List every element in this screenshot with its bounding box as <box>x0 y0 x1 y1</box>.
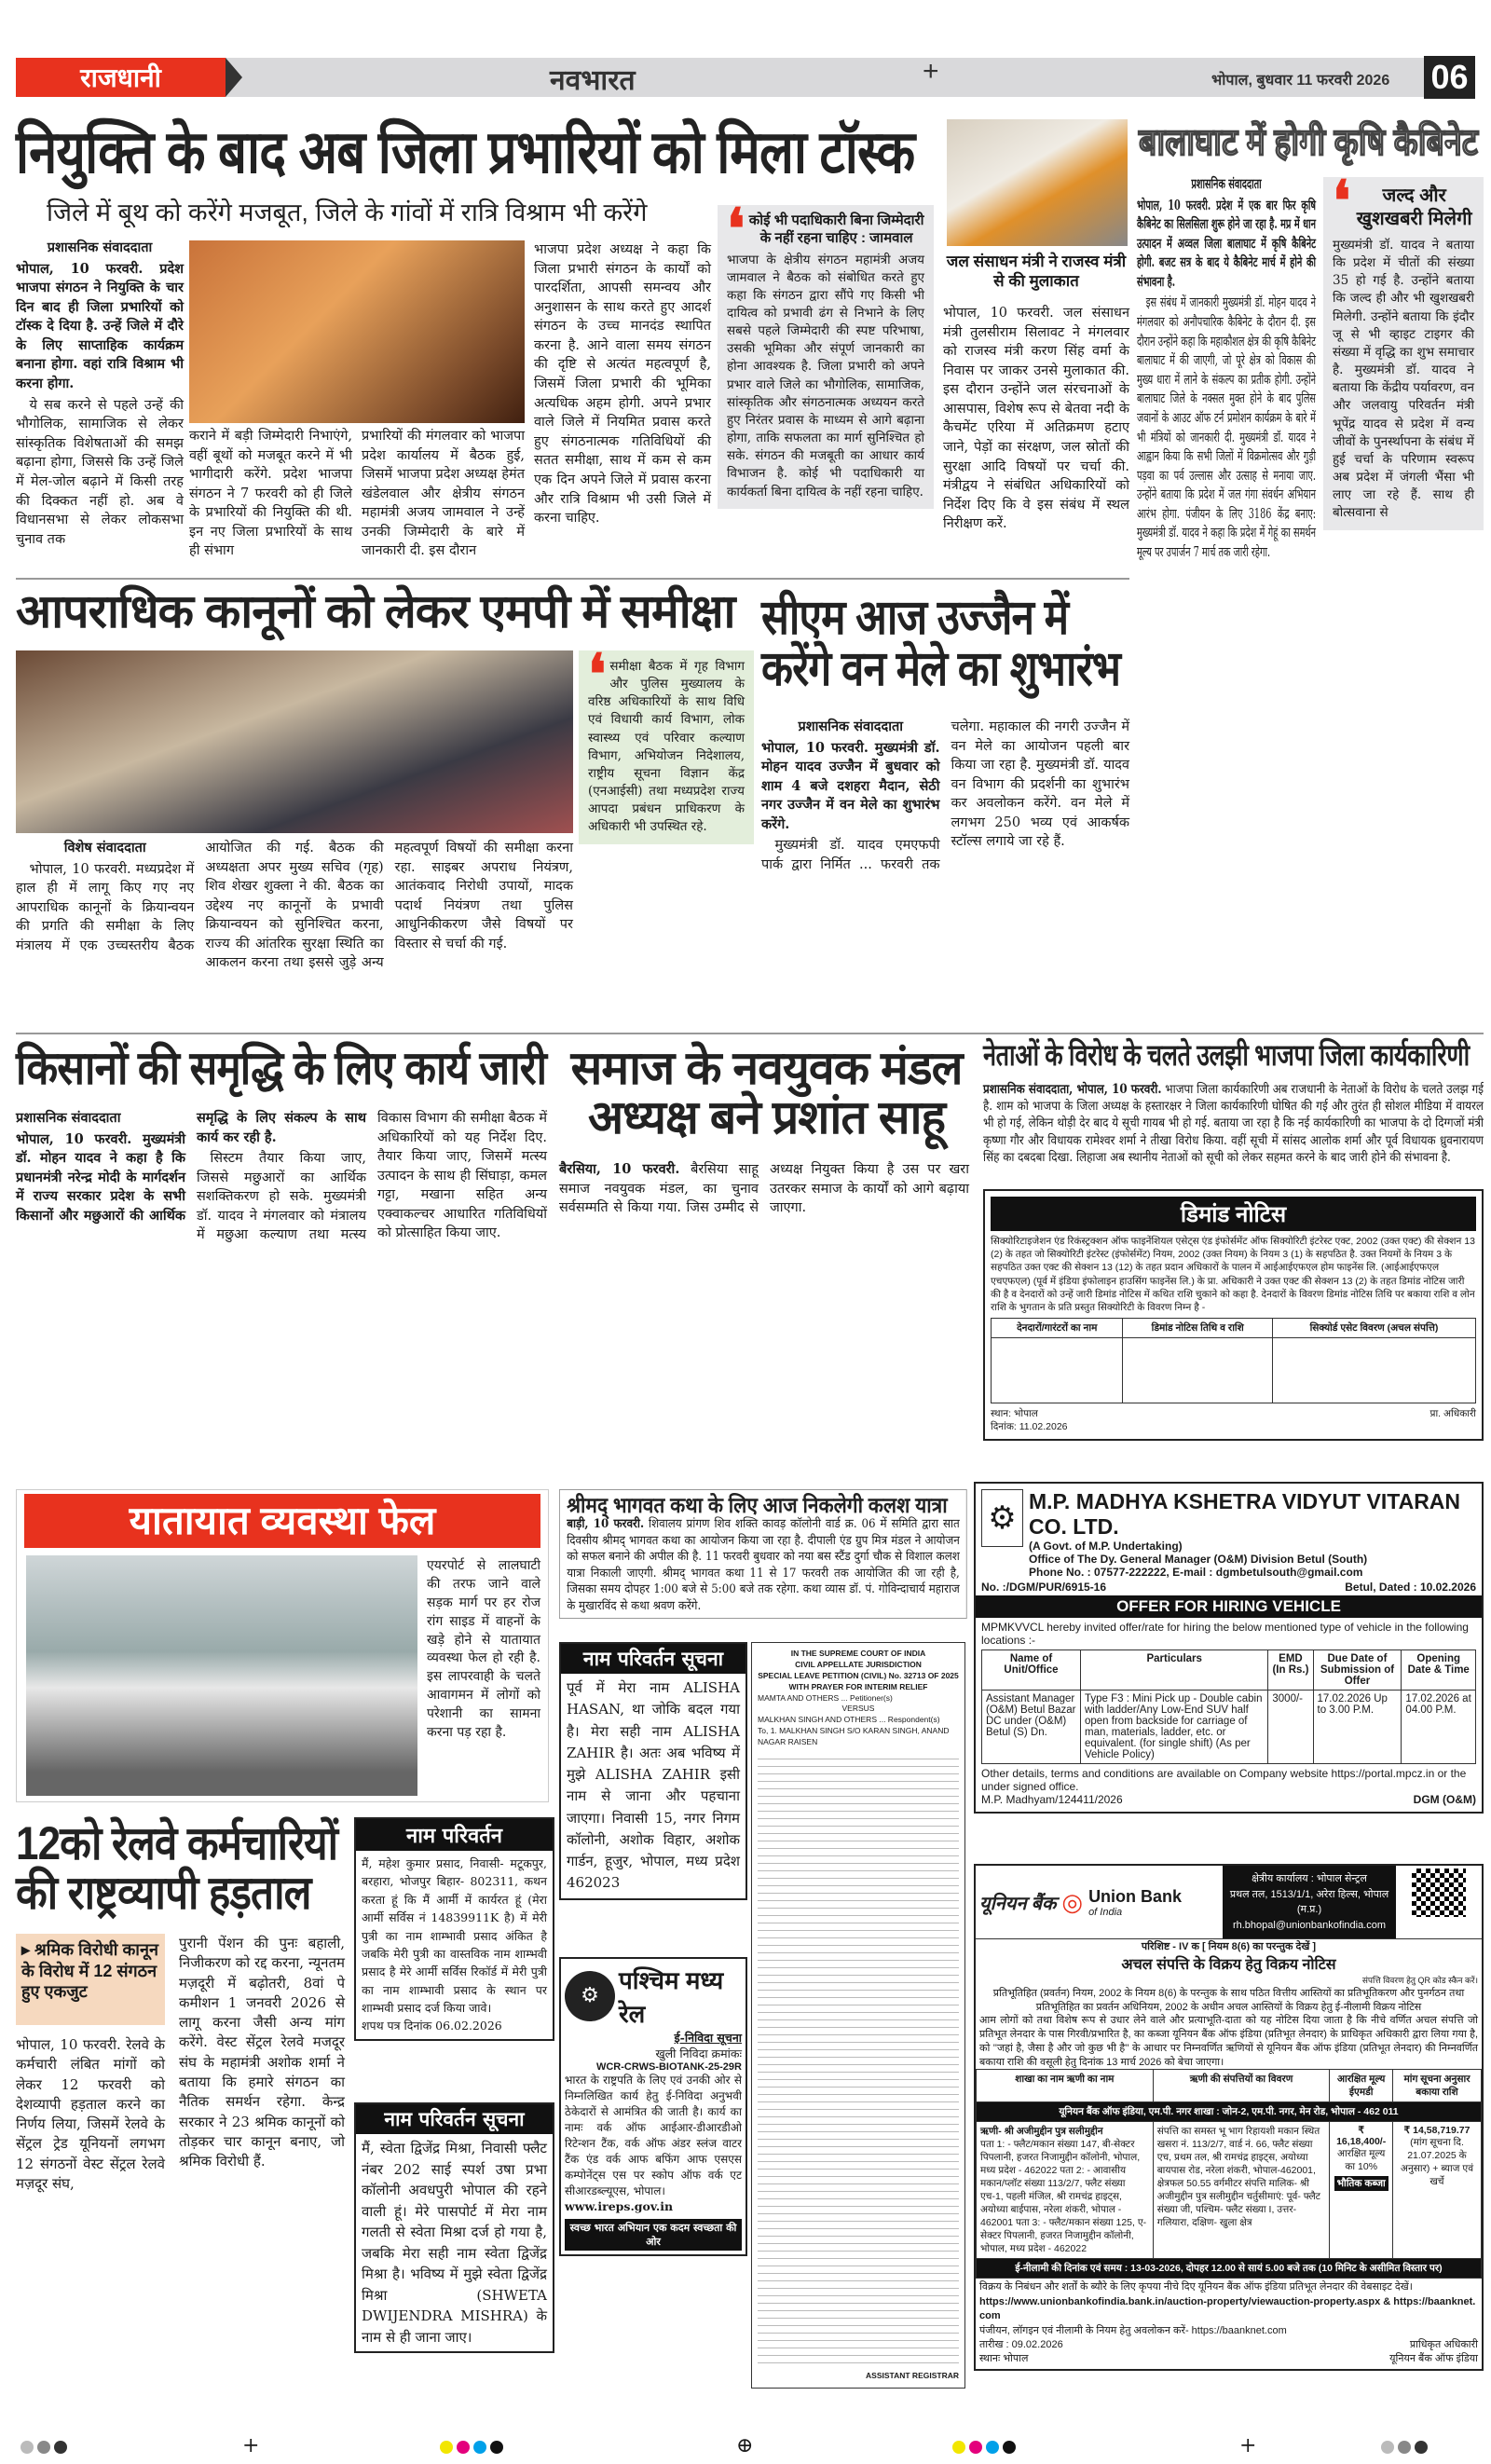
registration-mark-icon: + <box>242 2434 260 2457</box>
ad-title: नाम परिवर्तन <box>356 1819 553 1851</box>
supreme-court-notice <box>751 1642 965 2389</box>
story8-lead: प्रशासनिक संवाददाता, भोपाल, 10 फरवरी. <box>983 1082 1162 1097</box>
ad-intro: आम लोगों को तथा विशेष रूप से उधार लेने वाले और प्रत्याभूति-दाता को यह नोटिस दिया जाता है कि नीचे वर्णित अचल संपत्ति जो प्रतिभूत लेनदार के पास गिरवी/प्रभारित है, का कब्जा यूनियन बैंक ऑफ इंडिया (प्रतिभूत लेनदार) के प्राधिकृत अधिकारी द्वारा लिया गया है, को ''जहां है, जैसा है और जो कुछ भी है'' के आधार पर निम्नवर्णित ऋणियों से यूनियन बैंक ऑफ इंडिया (प्रतिभूत लेनदार) की निम्नवर्णित बकाया राशि की वसूली हेतु दिनांक 13 मार्च 2026 को बेचा जाएगा। <box>979 2015 1478 2068</box>
ad-intro: सिक्योरिटाइजेशन एंड रिकंस्ट्रक्शन ऑफ फाइनेंशियल एसेट्स एंड इंफोर्समेंट ऑफ सिक्योरिटी इंटरेस्ट एक्ट, 2002 (उक्त एक्ट) की सेक्शन 13 (2) के तहत जो सिक्योरिटी इंटरेस्ट (इंफोर्समेंट) नियम, 2002 (उक्त नियम) के नियम 3 (1) के सहपठित है. उक्त नियमों के नियम 3 के सहपठित उक्त एक्ट की सेक्शन 13 (12) के तहत प्रदान अधिकारों के पालन में आईआईएफएल होम फाइनेंस लि. (आईआईएफएल एचएफएल) (पूर्व में इंडिया इंफोलाइन हाउसिंग फाइनेंस लि.) के प्रा. अधिकारी ने उक्त एक्ट की सेक्शन 13 (2) के तहत डिमांड नोटिस जारी की है व देनदारों को उन्हें जारी डिमांड नोटिस में कथित राशि चुकाने को कहा है. देनदारों के विवरण डिमांड नोटिस तिथि पर बकाया राशि व लोन राशि के भुगतान के प्रति प्रस्तुत सिक्योरिटी के विवरण निम्न है - <box>991 1236 1475 1313</box>
story7-lead: बैरसिया, 10 फरवरी. <box>559 1161 680 1177</box>
website-link[interactable]: www.ireps.gov.in <box>565 2199 674 2214</box>
story1-quote-box <box>718 198 934 509</box>
review-meeting-photo <box>16 650 573 833</box>
gear-logo-icon: ⚙ <box>981 1489 1023 1547</box>
table-cell: Type F3 : Mini Pick up - Double cabin with ladder/Any Low-End SUV half open from backside for carriage of man, materials, ladder, etc. or equivalent. (for single shift) (As per Vehicle Policy) <box>1081 1691 1268 1764</box>
rail-headline: 12को रेलवे कर्मचारियों की राष्ट्रव्यापी हड़ताल <box>16 1817 338 1919</box>
ad-footer: स्वच्छ भारत अभियान एक कदम स्वच्छता की ओर <box>565 2219 742 2251</box>
name-change-ad-3 <box>559 1642 747 1900</box>
ad-title: अचल संपत्ति के विक्रय हेतु विक्रय नोटिस <box>1121 1957 1336 1973</box>
sc-respondent: MALKHAN SINGH AND OTHERS ... Respondent(s) <box>758 1715 940 1725</box>
reserve-price: ₹ 16,18,400/- <box>1336 2125 1387 2148</box>
table-cell: 17.02.2026 at 04.00 P.M. <box>1402 1691 1476 1764</box>
story3-headline: बालाघाट में होगी कृषि कैबिनेट <box>1139 122 1478 163</box>
ref-number: No. :/DGM/PUR/6915-16 <box>981 1581 1107 1594</box>
story1-para: कराने में बड़ी जिम्मेदारी निभाएंगे, वहीं बूथों को मजबूत करने में भी भागीदारी करेंगे. प्रदेश भाजपा संगठन ने 7 फरवरी को ही जिले के प्रभारियों की नियुक्ति की थी. इन नए जिला प्रभारियों के साथ ही संभाग <box>189 429 352 559</box>
table-header: शाखा का नाम ऋणी का नाम <box>977 2070 1154 2102</box>
story8-body-wrap <box>983 1081 1484 1168</box>
appendix: परिशिष्ट - IV क [ नियम 8(6) का परन्तुक देखें ] <box>1141 1941 1317 1952</box>
story7-body: बैरसिया साहू समाज नवयुवक मंडल, का चुनाव सर्वसम्मति से किया गया. जिस उम्मीद से अध्यक्ष नियुक्त किया है उस पर खरा उतरकर समाज के कार्यों को आगे बढ़ाया जाएगा. <box>559 1162 969 1216</box>
traffic-photo <box>26 1555 417 1796</box>
color-dots-icon <box>951 2440 1018 2457</box>
due-note: (मांग सूचना दि. 21.07.2025 के अनुसार) + ब्याज एवं खर्चे <box>1400 2137 1474 2188</box>
bhagwat-box <box>559 1489 967 1619</box>
auction-date-row: ई-नीलामी की दिनांक एवं समय : 13-03-2026, दोपहर 12.00 से सायं 5.00 बजे तक (10 मिनिट के असीमित विस्तार पर) <box>977 2259 1482 2279</box>
page-number: 06 <box>1424 56 1475 99</box>
story2-headline: जल संसाधन मंत्री ने राजस्व मंत्री से की मुलाकात <box>946 253 1127 291</box>
story5-body-wrap <box>761 718 1129 875</box>
quote-body: समीक्षा बैठक में गृह विभाग और पुलिस मुख्यालय के वरिष्ठ अधिकारियों के साथ विधि एवं विधायी कार्य विभाग, लोक स्वास्थ्य एवं परिवार कल्याण विभाग, अभियोजन निदेशालय, राष्ट्रीय सूचना विज्ञान केंद्र (एनआईसी) तथा मध्यप्रदेश राज्य आपदा प्रबंधन प्राधिकरण के अधिकारी भी उपस्थित रहे. <box>588 659 745 835</box>
divider <box>16 578 1129 580</box>
company-name: M.P. MADHYA KSHETRA VIDYUT VITARAN CO. LTD. <box>1029 1489 1461 1539</box>
quote-icon: ❛ <box>1333 171 1351 232</box>
registration-mark-icon: + <box>1239 2434 1257 2457</box>
sc-addressee: To, 1. MALKHAN SINGH S/O KARAN SINGH, ANAND NAGAR RAISEN <box>758 1726 950 1747</box>
ad-date: Betul, Dated : 10.02.2026 <box>1345 1581 1476 1594</box>
qr-caption: संपत्ति विवरण हेतु QR कोड स्कैन करें। <box>1361 1976 1478 1985</box>
table-header: EMD (In Rs.) <box>1268 1650 1313 1691</box>
registration-mark-icon: ⊕ <box>736 2434 754 2457</box>
table-header: Particulars <box>1081 1650 1268 1691</box>
story8-headline: नेताओं के विरोध के चलते उलझी भाजपा जिला कार्यकारिणी <box>983 1038 1470 1072</box>
byline: प्रशासनिक संवाददाता <box>47 240 153 255</box>
sc-line: SPECIAL LEAVE PETITION (CIVIL) No. 32713 OF 2025 WITH PRAYER FOR INTERIM RELIEF <box>758 1670 959 1691</box>
tender-label: खुली निविदा क्रमांकः <box>655 2046 742 2060</box>
story4-body-wrap <box>16 839 573 973</box>
ad-intro: MPMKVVCL hereby invited offer/rate for hiring the below mentioned type of vehicle in the following locations :- <box>981 1621 1469 1647</box>
logo-hindi: यूनियन बैंक <box>979 1893 1057 1914</box>
arrow-icon: ▸ <box>21 1940 35 1959</box>
ad-date: तारीख : 09.02.2026 <box>979 2338 1063 2350</box>
ad-title: पश्चिम मध्य रेल <box>619 1966 724 2028</box>
print-registration-strip <box>0 2434 1491 2464</box>
union-bank-ad <box>974 1864 1484 2371</box>
due-amount: ₹ 14,58,719.77 <box>1403 2125 1470 2137</box>
table-header: आरक्षित मूल्य ईएमडी <box>1330 2070 1393 2102</box>
name-change-ad-2 <box>354 2102 554 2353</box>
story4-body: भोपाल, 10 फरवरी. मध्यप्रदेश में हाल ही में लागू किए गए नए आपराधिक कानूनों के क्रियान्वयन की प्रगति की समीक्षा के लिए मंत्रालय में एक उच्चस्तरीय बैठक आयोजित की गई. बैठक की अध्यक्षता अपर मुख्य सचिव (गृह) शिव शेखर शुक्ला ने की. बैठक का उद्देश्य नए कानूनों के प्रभावी क्रियान्वयन को सुनिश्चित करना, राज्य की आंतरिक सुरक्षा स्थिति का आकलन करना तथा इससे जुड़े अन्य महत्वपूर्ण विषयों की समीक्षा करना रहा. साइबर अपराध नियंत्रण, आतंकवाद निरोधी उपायों, मादक पदार्थ नियंत्रण तथा पुलिस आधुनिकीकरण जैसे विषयों पर विस्तार से चर्चा की गई. <box>16 841 573 971</box>
story7-body-wrap <box>559 1160 969 1219</box>
logo-english: Union Bank <box>1088 1886 1183 1906</box>
story7-headline: समाज के नवयुवक मंडल अध्यक्ष बने प्रशांत साहू <box>570 1042 963 1143</box>
email: rh.bhopal@unionbankofindia.com <box>1232 1919 1387 1931</box>
traffic-box <box>16 1489 549 1802</box>
borrower-address: पता 1: - फ्लैट/मकान संख्या 147, बी-सेक्टर पिपलानी, हजरत निजामुद्दीन कॉलोनी, भोपाल, मध्य प्रदेश - 462022 पता 2: - आवासीय मकान/प्लॉट संख्या 113/2/7, फ्लैट संख्या एच-1, पहली मंजिल, श्री रामचंद्र हाइट्स, अयोध्या बाईपास, नरेला शंकरी, भोपाल - 462001 पता 3: - फ्लैट/मकान संख्या 125, ए-सेक्टर पिपलानी, हजरत निजामुद्दीन कॉलोनी, भोपाल, मध्य प्रदेश - 462022 <box>980 2139 1147 2255</box>
quote-title: जल्द और खुशखबरी मिलेगी <box>1356 185 1472 229</box>
fine-print <box>758 1752 959 2367</box>
story8-body: भाजपा जिला कार्यकारिणी अब राजधानी के नेताओं के विरोध के चलते उलझ गई है. शाम को भाजपा के जिला अध्यक्ष के हस्तारक्षर ने जिला कार्यकारिणी घोषित की गई और तुरंत ही सोशल मीडिया में वायरल भी हो गई, लेकिन थोड़ी देर बाद ये सूची गायब भी हो गई. बताया जा रहा है कि नई कार्यकारिणी का भाजपा के दो दिग्गजों मंत्री कृष्णा गौर और विधायक रामेश्वर शर्मा ने तीखा विरोध किया. वहीं सूची में सांसद आलोक शर्मा और पूर्व विधायक ध्रुवनारायण सिंह का दबदबा दिखा. लिहाजा अब स्थानीय नेताओं को सूची को लेकर सहमत करने के बाद जारी होने की संभावना है. <box>983 1082 1484 1165</box>
story6-body: सिस्टम तैयार किया जाए, जिससे मछुआरों का आर्थिक सशक्तिकरण हो सके. मुख्यमंत्री डॉ. यादव ने मंगलवार को मंत्रालय में मछुआ कल्याण तथा मत्स्य विकास विभाग की समीक्षा बैठक में अधिकारियों को यह निर्देश दिए. तैयार किया जाए, जिसमें मत्स्य उत्पादन के साथ ही सिंघाड़ा, कमल गट्टा, मखाना सहित अन्य एक्वाकल्चर आधारित गतिविधियों को प्रोत्साहित किया जाए. <box>197 1111 547 1243</box>
qr-code[interactable] <box>1412 1869 1466 1917</box>
traffic-title: यातायात व्यवस्था फेल <box>24 1494 540 1548</box>
table-header: Due Date of Submission of Offer <box>1313 1650 1402 1691</box>
sc-line: CIVIL APPELLATE JURISDICTION <box>795 1659 922 1669</box>
color-dots-icon <box>19 2440 69 2457</box>
story5-lead: भोपाल, 10 फरवरी. मुख्यमंत्री डॉ. मोहन यादव उज्जैन में बुधवार को शाम 4 बजे दशहरा मैदान, सेठी नगर उज्जैन में वन मेले का शुभारंभ करेंगे. <box>761 739 940 832</box>
ad-title: OFFER FOR HIRING VEHICLE <box>976 1595 1482 1618</box>
rail-body: पुरानी पेंशन की पुनः बहाली, निजीकरण को रद्द करना, न्यूनतम मज़दूरी में बढ़ोतरी, 8वां पे कमीशन 1 जनवरी 2026 से लागू करना जैसी अन्य मांग करेंगे. वेस्ट सेंट्रल रेलवे मजदूर संघ के महामंत्री अशोक शर्मा ने बताया कि हमारे संगठन का नैतिक समर्थन रहेगा. केन्द्र सरकार ने 23 श्रमिक कानूनों को तोड़कर चार कानून बनाए, जो श्रमिक विरोधी हैं. <box>179 1935 345 2170</box>
traffic-caption: एयरपोर्ट से लालघाटी की तरफ जाने वाले सड़क मार्ग पर हर रोज रांग साइड में वाहनों के खड़े होने से यातायात व्यवस्था फेल हो रही है. इस लापरवाही के चलते आवागमन में लोगों को परेशानी का सामना करना पड़ रहा है. <box>427 1558 540 1740</box>
story1-para: ये सब करने से पहले उन्हें की भौगोलिक, सामाजिक से लेकर सांस्कृतिक विशेषताओं की समझ बढ़ाना होगा, जिससे कि उन्हें जिले में मेल-जोल बढ़ाने में किसी तरह की दिक्कत नहीं हो. अब वे विधानसभा से लेकर लोकसभा चुनाव तक <box>16 397 184 547</box>
table-row <box>982 1691 1476 1764</box>
ad-body: मैं, महेश कुमार प्रसाद, निवासी- मटूकपुर, बरहारा, भोजपुर बिहार- 802311, कथन करता हूं कि मैं आर्मी में कार्यरत हूं (मेरा आर्मी सर्विस नं 14839911K है) में मेरी पुत्री का नाम शाम्भावी प्रसाद अंकित है जबकि मेरी पुत्री का वास्तविक नाम शाम्भवी प्रसाद है मेरे आर्मी सर्विस रिकॉर्ड में मेरी पुत्री का नाम शाम्भावी प्रसाद के स्थान पर शाम्भवी प्रसाद दर्ज किया जावे। <box>362 1856 547 2015</box>
table-cell: Assistant Manager (O&M) Betul Bazar DC under (O&M) Betul (S) Dn. <box>982 1691 1081 1764</box>
byline: प्रशासनिक संवाददाता <box>16 1110 121 1126</box>
story5-headline: सीएम आज उज्जैन में करेंगे वन मेले का शुभारंभ <box>761 591 1121 696</box>
union-bank-logo-icon: ◎ <box>1061 1887 1084 1916</box>
color-dots-icon <box>438 2440 505 2457</box>
table-header: देनदारों/गारंटरों का नाम <box>992 1319 1123 1338</box>
table-header: डिमांड नोटिस तिथि व राशि <box>1123 1319 1273 1338</box>
ad-title: नाम परिवर्तन सूचना <box>561 1644 746 1674</box>
ad-signatory: DGM (O&M) <box>1413 1793 1476 1806</box>
section-arrow-icon <box>226 58 242 97</box>
byline: विशेष संवाददाता <box>63 840 146 856</box>
table-header: Opening Date & Time <box>1402 1650 1476 1691</box>
ad-title: नाम परिवर्तन सूचना <box>356 2104 553 2134</box>
story6-body-wrap <box>16 1109 547 1245</box>
story3-col <box>1137 175 1316 565</box>
ad-title: डिमांड नोटिस <box>991 1197 1476 1231</box>
quote-icon: ❛ <box>727 198 746 260</box>
sc-petitioner: MAMTA AND OTHERS ... Petitioner(s) <box>758 1692 893 1703</box>
company-office: Office of The Dy. General Manager (O&M) Division Betul (South) <box>1029 1553 1368 1566</box>
bhagwat-body: शिवालय प्रांगण शिव शक्ति कावड़ कॉलोनी वार्ड क्र. 06 में समिति द्वारा सात दिवसीय श्रीमद् भागवत कथा का आयोजन किया जा रहा है. दीपाली एंड ग्रुप मित्र मंडल ने आयोजन को सफल बनाने की अपील की है. 11 फरवरी बुधवार को नया बस स्टैंड दुर्गा चौक से विशाल कलश यात्रा निकाली जाएगी. श्रीमद् भागवत कथा 11 से 17 फरवरी तक आयोजित की जा रही है, जिसका समय दोपहर 1:00 बजे से 5:00 बजे तक रहेगा. कथा व्यास डॉ. पं. गोविन्दाचार्य महाराज के मुखारविंद से कथा श्रवण करेंगे. <box>567 1517 960 1613</box>
ad-body: पूर्व में मेरा नाम ALISHA HASAN, था जोकि बदल गया है। मेरा सही नाम ALISHA ZAHIR है। अतः अब भविष्य में मुझे ALISHA ZAHIR इसी नाम से जाना और पहचाना जाएगा। निवासी 15, नगर निगम कॉलोनी, अशोक विहार, अशोक गार्डन, हूजुर, भोपाल, मध्य प्रदेश 462023 <box>567 1679 740 1892</box>
story4-headline: आपराधिक कानूनों को लेकर एमपी में समीक्षा <box>16 585 735 637</box>
emd: आरक्षित मूल्य का 10% <box>1337 2148 1386 2173</box>
tender-number: WCR-CRWS-BIOTANK-25-29R <box>595 2061 742 2073</box>
table-header: Name of Unit/Office <box>982 1650 1081 1691</box>
dateline: भोपाल, बुधवार 11 फरवरी 2026 <box>1211 73 1390 89</box>
story3-body: इस संबंध में जानकारी मुख्यमंत्री डॉ. मोहन यादव ने मंगलवार को अनौपचारिक कैबिनेट के दौरान दी. इस दौरान उन्होंने कहा कि महाकौशल क्षेत्र की कृषि कैबिनेट बालाघाट में की जाएगी, जो पूरे क्षेत्र को विकास की मुख्य धारा में लाने के संकल्प का प्रतीक होगी. उन्होंने बालाघाट जिले के नक्सल मुक्त होने के बाद पुलिस जवानों के आउट ऑफ टर्न प्रमोशन कार्यक्रम के बारे में भी मंत्रियों को जानकारी दी. मुख्यमंत्री डॉ. यादव ने आह्वान किया कि सभी जिलों में विक्रमोत्सव और गुड़ी पड़वा का पर्व उल्लास और उत्साह से मनाया जाए. उन्होंने बताया कि प्रदेश में जल गंगा संवर्धन अभियान आरंभ होगा. पंजीयन के लिए 3186 केंद्र बनाए: मुख्यमंत्री डॉ. यादव ने कहा कि प्रदेश में गेहूं का समर्थन मूल्य पर उपार्जन 7 मार्च तक जारी रहेगा. <box>1137 295 1316 560</box>
logo-sub: of India <box>1088 1906 1123 1918</box>
sc-signatory: ASSISTANT REGISTRAR <box>866 2371 959 2381</box>
quote-title: कोई भी पदाधिकारी बिना जिम्मेदारी के नहीं रहना चाहिए : जामवाल <box>748 212 924 246</box>
quote-body: मुख्यमंत्री डॉ. यादव ने बताया कि प्रदेश में चीतों की संख्या 35 हो गई है. उन्होंने बताया कि जल्द ही और भी खुशखबरी मिलेगी. उन्होंने बताया कि इंदौर जू से भी व्हाइट टाइगर की संख्या में वृद्धि का शुभ समाचार है. मुख्यमंत्री डॉ. यादव ने बताया कि केंद्रीय पर्यावरण, वन और जलवायु परिवर्तन मंत्री भूपेंद्र यादव से प्रदेश में वन्य जीवों के पुनर्स्थापना के संबंध में हुई चर्चा के परिणाम स्वरूप अब प्रदेश में जंगली भैंसा भी लाए जा रहे हैं. साथ ही बोत्सवाना से <box>1333 238 1474 521</box>
ad-signatory: प्रा. अधिकारी <box>1429 1408 1476 1420</box>
ministers-photo <box>947 119 1128 246</box>
table-row <box>977 2122 1482 2259</box>
company-contact: Phone No. : 07577-222222, E-mail : dgmbetulsouth@gmail.com <box>1029 1566 1363 1579</box>
ad-place: स्थानः भोपाल <box>979 2353 1029 2365</box>
bhagwat-lead: बाड़ी, 10 फरवरी. <box>567 1517 645 1532</box>
table-header: ऋणी की संपत्तियों का विवरण <box>1153 2070 1330 2102</box>
ad-signatory-org: यूनियन बैंक ऑफ इंडिया <box>1389 2353 1478 2365</box>
byline: प्रशासनिक संवाददाता <box>798 719 903 734</box>
madhyam-code: M.P. Madhyam/124411/2026 <box>981 1793 1123 1806</box>
story6-headline: किसानों की समृद्धि के लिए कार्य जारी <box>16 1042 547 1094</box>
kicker-text: श्रमिक विरोधी कानून के विरोध में 12 संगठन हुए एकजुट <box>21 1940 158 2001</box>
quote-body: भाजपा के क्षेत्रीय संगठन महामंत्री अजय जामवाल ने बैठक को संबोधित करते हुए कहा कि संगठन द्वारा सौंपे गए किसी भी दायित्व को प्रभावी ढंग से निभाने के लिए सबसे पहले जिम्मेदारी की स्पष्ट परिभाषा, उसकी भूमिका और संपूर्ण जानकारी का होना आवश्यक है. जिला प्रभारी को अपने प्रभार वाले जिले का भौगोलिक, सामाजिक, सांस्कृतिक और संगठनात्मक अध्ययन करते हुए निरंतर प्रवास के माध्यम से आगे बढ़ाना होगा, ताकि सफलता का मार्ग सुनिश्चित हो सके. संगठन की मजबूती का आधार कार्य विभाजन है. कोई भी पदाधिकारी या कार्यकर्ता बिना दायित्व के नहीं रहना चाहिए. <box>727 252 924 500</box>
table-header: सिक्योर्ड एसेट विवरण (अचल संपत्ति) <box>1272 1319 1475 1338</box>
story5-body: मुख्यमंत्री डॉ. यादव एमएफपी पार्क द्वारा निर्मित ... फरवरी तक चलेगा. महाकाल की नगरी उज्जैन में वन मेले का आयोजन पहली बार किया जा रहा है. मुख्यमंत्री डॉ. यादव वन विभाग की प्रदर्शनी का शुभारंभ कर अवलोकन करेंगे. वन मेले में लगभग 250 भव्य एवं आकर्षक स्टॉल्स लगाये जा रहे हैं. <box>761 719 1129 873</box>
branch-row: यूनियन बैंक ऑफ इंडिया, एम.पी. नगर शाखा : जोन-2, एम.पी. नगर, मेन रोड, भोपाल - 462 011 <box>977 2102 1482 2122</box>
story1-headline: नियुक्ति के बाद अब जिला प्रभारियों को मिला टॉस्क <box>16 118 915 185</box>
registration-link[interactable]: पंजीयन, लॉगइन एवं नीलामी के नियम हेतु अवलोकन करें- https://baanknet.com <box>979 2324 1287 2336</box>
story1-para: भाजपा प्रदेश अध्यक्ष ने कहा कि जिला प्रभारी संगठन के कार्यों को पारदर्शिता, आपसी समन्वय और अनुशासन के साथ करते हुए आदर्श संगठन के उच्च मानदंड स्थापित करना है. आने वाला समय संगठन की दृष्टि से अत्यंत महत्वपूर्ण है, जिसमें जिला प्रभारी की भूमिका अत्यधिक अहम होगी. अपने प्रभार वाले जिले में नियमित प्रवास करते हुए संगठनात्मक गतिविधियों की सतत समीक्षा, साथ में कम से कम एक दिन अपने जिले में प्रवास करना और रात्रि विश्राम भी उसी जिले में करना चाहिए. <box>534 242 711 527</box>
story3-lead: भोपाल, 10 फरवरी. प्रदेश में एक बार फिर कृषि कैबिनेट का सिलसिला शुरू होने जा रहा है. मप्र में धान उत्पादन में अव्वल जिला बालाघाट में कृषि कैबिनेट होगी. बजट सत्र के बाद ये कैबिनेट मार्च में होने की संभावना है. <box>1137 197 1316 290</box>
story2-body: भोपाल, 10 फरवरी. जल संसाधन मंत्री तुलसीराम सिलावट ने मंगलवार को राजस्व मंत्री करण सिंह वर्मा के निवास पर जाकर उनसे मुलाकात की. इस दौरान उन्होंने जल संरचनाओं के आसपास, विशेष रूप से बेतवा नदी के कैचमेंट एरिया में अतिक्रमण हटाए जाने, पेड़ों का संरक्षण, जल स्रोतों की सुरक्षा आदि विषयों पर चर्चा की. मंत्रीद्वय ने संबंधित अधिकारियों को निर्देश दिए कि वे इस संबंध में स्थल निरीक्षण करें. <box>943 306 1129 532</box>
divider <box>16 1033 1484 1034</box>
website-link[interactable]: https://www.unionbankofindia.bank.in/auction-property/viewauction-property.aspx & https://baanknet.com <box>979 2295 1476 2322</box>
indian-railways-logo-icon: ⚙ <box>565 1971 615 2021</box>
company-sub: (A Govt. of M.P. Undertaking) <box>1029 1540 1183 1553</box>
story1-photo <box>189 240 525 423</box>
ad-subtitle: ई-निविदा सूचना <box>674 2031 742 2045</box>
quote-icon: ❛ <box>588 644 607 705</box>
bhagwat-headline: श्रीमद् भागवत कथा के लिए आज निकलेगी कलश यात्रा <box>567 1493 948 1517</box>
ad-footer: Other details, terms and conditions are available on Company website https://portal.mpcz.in or the under signed office. <box>981 1767 1467 1793</box>
ad-date: दिनांक: 11.02.2026 <box>991 1421 1068 1433</box>
ad-place: स्थान: भोपाल <box>991 1408 1038 1420</box>
story3-quote-box <box>1323 171 1484 530</box>
story4-quote-box <box>579 644 754 844</box>
table-cell: 17.02.2026 Up to 3.00 P.M. <box>1313 1691 1402 1764</box>
ad-body: भारत के राष्ट्रपति के लिए एवं उनकी ओर से निम्नलिखित कार्य हेतु ई-निविदा अनुभवी ठेकेदारों से आमंत्रित की जाती है। कार्य का नामः वर्क ऑफ आईआर-डीआरडीओ रिटेन्शन टैंक, वर्क ऑफ अंडर स्लंज वाटर टैंक एंड वर्क आफ बफिंग आफ एसएस कम्पोनेंट्स एस पर स्कोप ऑफ वर्क एट सीआरडब्ल्यूएस, भोपाल। <box>565 2074 742 2198</box>
section-label: राजधानी <box>16 58 226 97</box>
name-change-ad-1 <box>354 1817 554 2041</box>
property-details: संपत्ति का समस्त भू भाग रिहायशी मकान स्थित खसरा नं. 113/2/7, वार्ड नं. 66, फ्लैट संख्या एच, प्रथम तल, श्री रामचंद्र हाइट्स, अयोध्या बायपास रोड, नरेला शंकरी, भोपाल-462001, क्षेत्रफल 50.55 वर्गमीटर संपत्ति मालिक- श्री अजीमुद्दीन पुत्र सलीमुद्दीन चर्तुसीमाएं: पूर्व- फ्लैट संख्या जी, पश्चिम- फ्लैट संख्या I, उत्तर- गलियारा, दक्षिण- खुला क्षेत्र <box>1153 2122 1330 2259</box>
office: क्षेत्रीय कार्यालय : भोपाल सेन्ट्रल <box>1252 1873 1367 1884</box>
vidyut-ad <box>974 1482 1484 1814</box>
borrower: ऋणी- श्री अजीमुद्दीन पुत्र सलीमुद्दीन <box>980 2126 1103 2138</box>
registration-mark-icon: + <box>923 56 939 87</box>
rail-lead: भोपाल, 10 फरवरी. रेलवे के कर्मचारी लंबित मांगों को लेकर 12 फरवरी को देशव्यापी हड़ताल करने का निर्णय लिया, जिसमें रेलवे के सेंट्रल ट्रेड यूनियनों लगभग 12 संगठनों वेस्ट सेंट्रल रेलवे मज़दूर संघ, <box>16 2036 165 2193</box>
story1-col1 <box>16 239 184 551</box>
ad-date: शपथ पत्र दिनांक 06.02.2026 <box>362 2019 502 2033</box>
ad-body: मैं, स्वेता द्विजेंद्र मिश्रा, निवासी फ्लैट नंबर 202 साई स्पर्श उषा प्रभा कॉलोनी अवधपुरी भोपाल की रहने वाली हूं। मेरे पासपोर्ट में मेरा नाम गलती से स्वेता मिश्रा दर्ज हो गया है, जबकि मेरा सही नाम स्वेता द्विजेंद्र मिश्रा है। भविष्य में मुझे स्वेता द्विजेंद्र मिश्रा (SHWETA DWIJENDRA MISHRA) के नाम से ही जाना जाए। <box>362 2140 547 2346</box>
address: प्रथल तल, 1513/1/1, अरेरा हिल्स, भोपाल (म.प्र.) <box>1229 1888 1389 1915</box>
demand-notice-ad <box>983 1189 1484 1441</box>
rail-kicker <box>16 1934 165 2025</box>
wcr-tender-ad <box>559 1957 747 2256</box>
story1-lead: भोपाल, 10 फरवरी. प्रदेश भाजपा संगठन ने नियुक्ति के चार दिन बाद ही जिला प्रभारियों को टॉस्क दे दिया है. उन्हें जिले में दौरे के लिए साप्ताहिक कार्यक्रम बनाना होगा. वहां रात्रि विश्राम भी करना होगा. <box>16 260 184 392</box>
demand-table <box>991 1318 1476 1403</box>
color-dots-icon <box>1379 2440 1429 2457</box>
terms: विक्रय के निबंधन और शर्तों के ब्यौरे के लिए कृपया नीचे दिए यूनियन बैंक ऑफ इंडिया प्रतिभूत लेनदार की वेबसाइट देखें। <box>979 2281 1413 2293</box>
byline: प्रशासनिक संवाददाता <box>1191 176 1262 192</box>
sc-versus: VERSUS <box>841 1704 875 1714</box>
story1-para: प्रभारियों की मंगलवार को भाजपा प्रदेश कार्यालय में बैठक हुई, जिसमें भाजपा प्रदेश अध्यक्ष हेमंत खंडेलवाल और क्षेत्रीय संगठन महामंत्री अजय जामवाल ने उन्हें उनकी जिम्मेदारी के बारे में जानकारी दी. इस दौरान <box>362 429 525 559</box>
possession-badge: भौतिक कब्जा <box>1334 2176 1388 2191</box>
auction-table <box>976 2069 1482 2279</box>
ad-subtitle: प्रतिभूतिहित (प्रवर्तन) नियम, 2002 के नियम 8(6) के परन्तुक के साथ पठित वित्तीय आस्तियों का प्रतिभूतिकरण और पुनर्गठन तथा प्रतिभूतिहित का प्रवर्तन अधिनियम, 2002 के अधीन अचल आस्तियों के विक्रय हेतु ई-नीलामी विक्रय नोटिस <box>992 1988 1465 2013</box>
masthead: नवभारत <box>550 65 636 96</box>
ad-signatory: प्राधिकृत अधिकारी <box>1409 2338 1478 2350</box>
table-header: मांग सूचना अनुसार बकाया राशि <box>1392 2070 1481 2102</box>
vehicle-table <box>981 1650 1476 1764</box>
table-cell: 3000/- <box>1268 1691 1313 1764</box>
sc-line: IN THE SUPREME COURT OF INDIA <box>790 1649 926 1658</box>
story1-subhead: जिले में बूथ को करेंगे मजबूत, जिले के गांवों में रात्रि विश्राम भी करेंगे <box>47 198 648 226</box>
story6-lead: भोपाल, 10 फरवरी. मुख्यमंत्री डॉ. मोहन यादव ने कहा है कि प्रधानमंत्री नरेन्द्र मोदी के मार्गदर्शन में राज्य सरकार प्रदेश के सभी किसानों और मछुआरों की आर्थिक समृद्धि के लिए संकल्प के साथ कार्य कर रही है. <box>16 1110 366 1224</box>
